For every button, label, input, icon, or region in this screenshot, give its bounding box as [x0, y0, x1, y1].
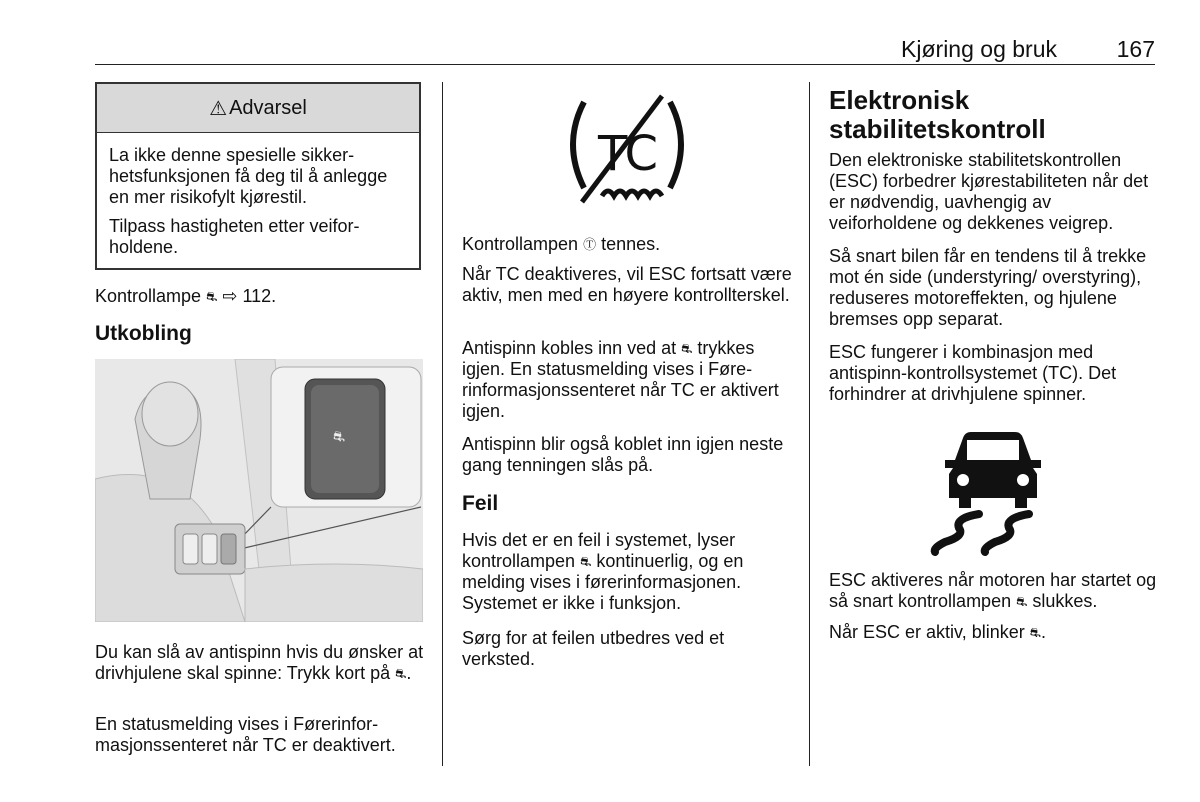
arrow-right-icon: ⇨: [222, 286, 238, 306]
warning-triangle-icon: ⚠: [209, 97, 228, 120]
paragraph-lamp-on-text: Kontrollampen: [462, 234, 579, 254]
paragraph-esc-intro: Den elektroniske stabilitetskontrollen (ESC) forbedrer kjørestabiliteten når det er nødvendig, uavhengig av veiforholdene og dekkenes veigrep.: [829, 150, 1149, 233]
paragraph-fault-end: kontinuerlig, og en melding vises i førerinformasjonen. Systemet er ikke i funksjon.: [462, 551, 744, 613]
paragraph-reactivate-text: Antispinn kobles inn ved at: [462, 338, 677, 358]
paragraph-esc-active: Når TC deaktiveres, vil ESC fortsatt være aktiv, men med en høyere kontrollterskel.: [462, 264, 792, 305]
paragraph-reactivate-end: trykkes igjen. En statusmelding vises i Førerinformasjonssenteret når TC er aktivert igjen.: [462, 338, 779, 421]
console-switch-illustration: [95, 359, 423, 622]
tc-off-svg: [462, 84, 792, 224]
section-title: Kjøring og bruk: [901, 36, 1057, 62]
traction-control-icon: ⛐: [580, 554, 592, 569]
paragraph-fault-text: Hvis det er en feil i systemet, lyser kontrollampen: [462, 530, 736, 571]
tc-off-icon: Ⓣ: [583, 237, 597, 252]
lamp-reference-text: Kontrollampe: [95, 286, 202, 306]
paragraph-lamp-on-end: tennes.: [601, 234, 661, 254]
paragraph-esc-activation: [829, 570, 1159, 612]
paragraph-next-ignition: Antispinn blir også koblet inn igjen neste gang tenningen slås på.: [462, 434, 784, 475]
traction-control-icon: ⛐: [206, 289, 218, 304]
tc-off-illustration: [462, 84, 792, 224]
lamp-reference: [95, 286, 425, 307]
paragraph-switch-off-end: .: [406, 663, 412, 683]
page-link[interactable]: 112.: [242, 286, 277, 306]
paragraph-fault: [462, 530, 792, 614]
esc-illustration: [829, 418, 1155, 560]
traction-control-icon: ⛐: [681, 341, 693, 356]
esc-skid-car-icon: [829, 418, 1155, 560]
paragraph-esc-blink-end: .: [1040, 622, 1046, 642]
paragraph-esc-blink: [829, 622, 1159, 643]
page-header: [95, 34, 1155, 65]
tc-off-icon-label: TC: [598, 126, 659, 182]
warning-text-1: La ikke denne spesielle sikkerhetsfunksjonen få deg til å anlegge en mer risikofylt kjørestil.: [109, 145, 388, 207]
paragraph-esc-activation-end: slukkes.: [1032, 591, 1098, 611]
warning-header: [97, 84, 419, 133]
paragraph-status-message: En statusmelding vises i Førerinformasjonssenteret når TC er deaktivert.: [95, 714, 396, 755]
paragraph-esc-blink-text: Når ESC er aktiv, blinker: [829, 622, 1025, 642]
paragraph-reactivate: [462, 338, 792, 422]
paragraph-lamp-on: [462, 234, 792, 255]
traction-control-icon: ⛐: [1016, 594, 1028, 609]
heading-utkobling: Utkobling: [95, 322, 192, 345]
traction-control-icon: ⛐: [395, 666, 407, 681]
svg-text:⛐: ⛐: [333, 429, 346, 445]
paragraph-esc-tc: ESC fungerer i kombinasjon med antispinn-kontrollsystemet (TC). Det forhindrer at drivhjulene spinner.: [829, 342, 1117, 404]
traction-control-icon: ⛐: [1029, 625, 1041, 640]
column-divider-2: [809, 82, 810, 766]
console-illustration-svg: [95, 359, 423, 622]
paragraph-switch-off-text: Du kan slå av antispinn hvis du ønsker at drivhjulene skal spinne: Trykk kort på: [95, 642, 424, 683]
column-divider-1: [442, 82, 443, 766]
heading-esc: Elektronisk stabilitetskontroll: [829, 85, 1046, 144]
warning-text-2: Tilpass hastigheten etter veiforholdene.: [109, 216, 360, 257]
paragraph-switch-off: [95, 642, 425, 684]
paragraph-repair: Sørg for at feilen utbedres ved et verksted.: [462, 628, 725, 669]
heading-feil: Feil: [462, 492, 499, 515]
paragraph-esc-understeer: Så snart bilen får en tendens til å trekke mot én side (understyring/ overstyring), reduseres motoreffekten, og hjulene bremses opp separat.: [829, 246, 1147, 329]
page-number: 167: [1116, 36, 1155, 62]
warning-title: Advarsel: [229, 96, 307, 119]
warning-box: [95, 82, 421, 270]
paragraph-esc-activation-text: ESC aktiveres når motoren har startet og så snart kontrollampen: [829, 570, 1157, 611]
